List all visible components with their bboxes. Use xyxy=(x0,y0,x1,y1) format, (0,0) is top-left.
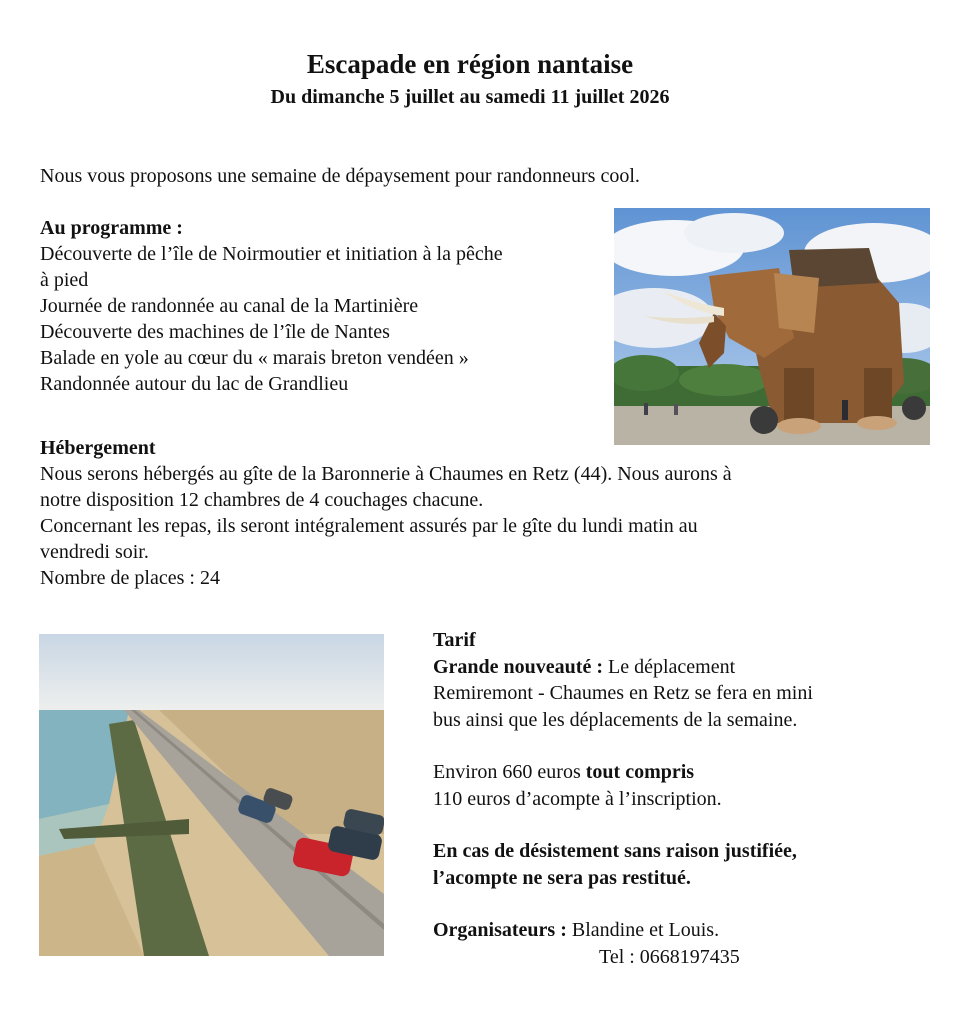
novelty-line: Grande nouveauté : Le déplacement xyxy=(433,655,736,678)
program-item: Découverte de l’île de Noirmoutier et initiation à la pêche xyxy=(40,243,503,265)
tarif-heading: Tarif xyxy=(433,629,476,651)
tarif-section xyxy=(433,627,933,970)
program-item: Balade en yole au cœur du « marais breton vendéen » xyxy=(40,347,469,369)
housing-section xyxy=(40,435,920,591)
price-line: Environ 660 euros tout compris xyxy=(433,761,695,783)
program-section xyxy=(40,215,610,397)
program-item: Journée de randonnée au canal de la Martinière xyxy=(40,295,419,317)
novelty-line: Remiremont - Chaumes en Retz se fera en mini xyxy=(433,682,813,704)
housing-line: notre disposition 12 chambres de 4 couchages chacune. xyxy=(40,489,484,511)
organizers-line: Organisateurs : Blandine et Louis. xyxy=(433,919,720,941)
phone-number: Tel : 0668197435 xyxy=(599,945,740,968)
warning-line: En cas de désistement sans raison justifiée, xyxy=(433,840,797,862)
deposit-line: 110 euros d’acompte à l’inscription. xyxy=(433,787,722,810)
novelty-label: Grande nouveauté : xyxy=(433,655,603,678)
passage-du-gois-photo xyxy=(39,634,384,956)
program-item: à pied xyxy=(40,269,89,291)
intro-text: Nous vous proposons une semaine de dépaysement pour randonneurs cool. xyxy=(40,165,640,187)
housing-line: vendredi soir. xyxy=(40,541,149,563)
program-item: Randonnée autour du lac de Grandlieu xyxy=(40,373,349,395)
novelty-line: bus ainsi que les déplacements de la semaine. xyxy=(433,708,798,731)
organizers-label: Organisateurs : xyxy=(433,919,567,941)
elephant-machine-photo xyxy=(614,208,930,445)
page-title: Escapade en région nantaise xyxy=(306,49,634,79)
program-heading: Au programme : xyxy=(40,217,183,239)
housing-line: Concernant les repas, ils seront intégralement assurés par le gîte du lundi matin au xyxy=(40,515,698,537)
housing-heading: Hébergement xyxy=(40,437,156,459)
housing-line: Nous serons hébergés au gîte de la Baronnerie à Chaumes en Retz (44). Nous aurons à xyxy=(40,463,732,485)
housing-places: Nombre de places : 24 xyxy=(40,567,220,589)
page-subtitle: Du dimanche 5 juillet au samedi 11 juillet 2026 xyxy=(270,86,670,108)
warning-line: l’acompte ne sera pas restitué. xyxy=(433,866,691,889)
program-item: Découverte des machines de l’île de Nantes xyxy=(40,321,390,343)
